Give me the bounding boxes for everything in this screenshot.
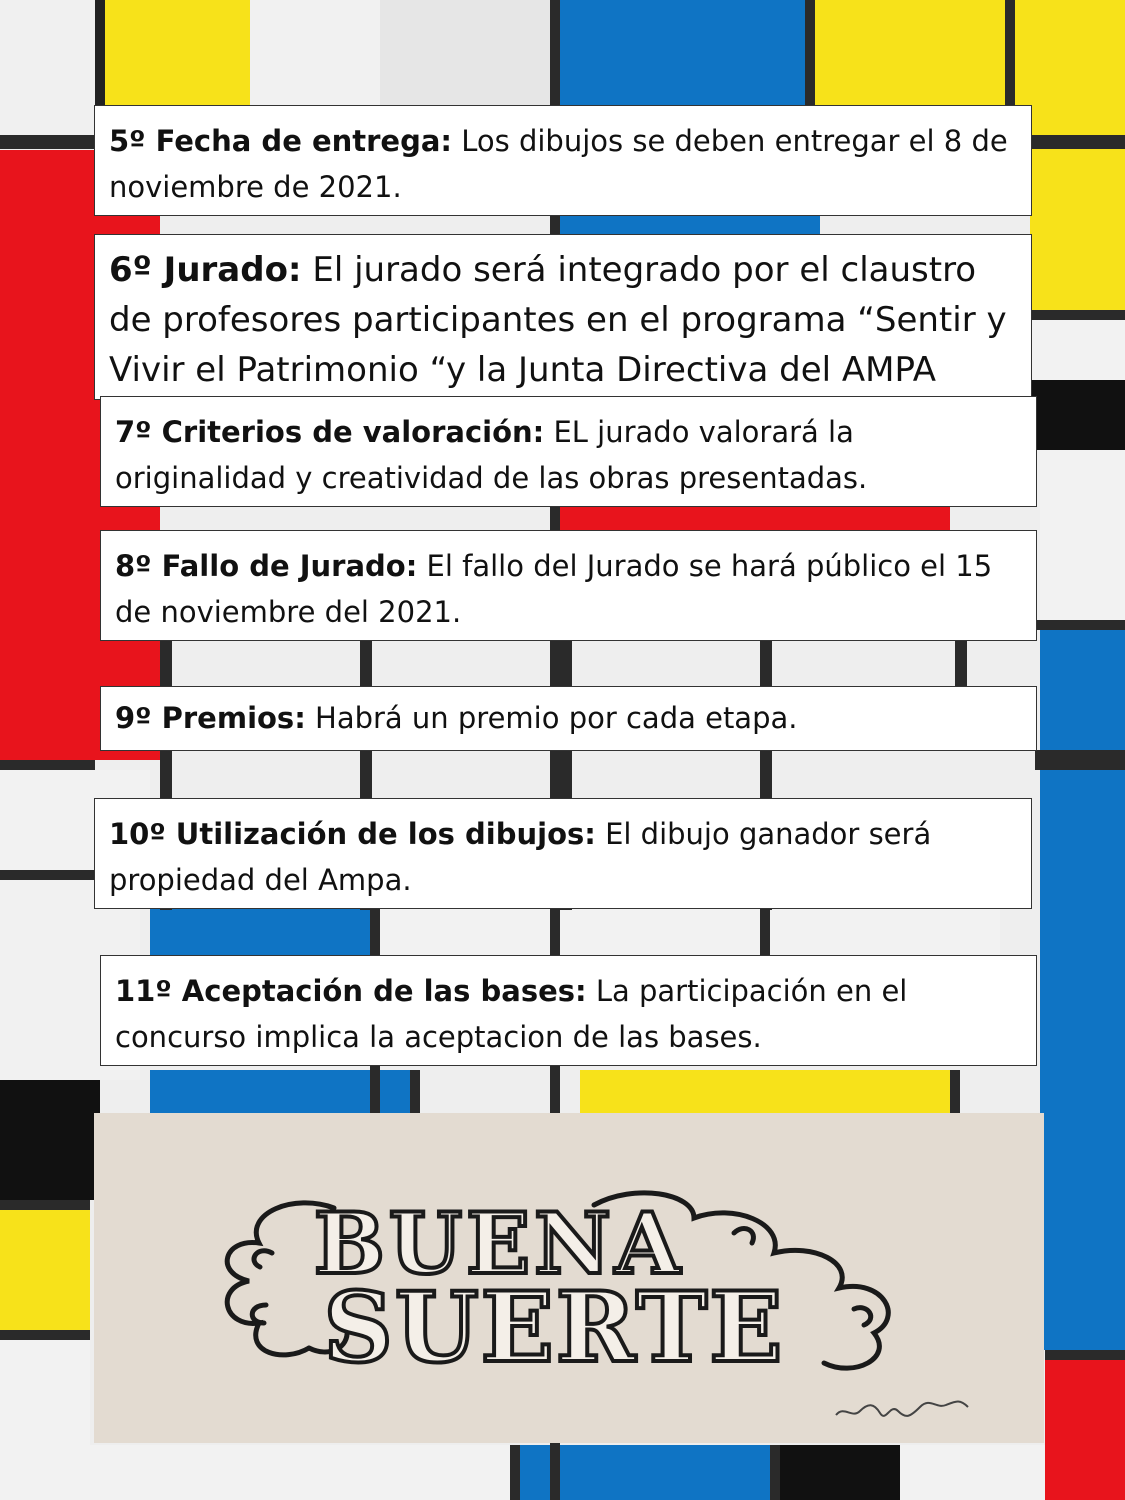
rule-5-text: Los dibujos se deben entregar el 8 de noviembre de 2021.: [109, 124, 1008, 204]
rule-8-title: 8º Fallo de Jurado:: [115, 549, 418, 583]
lettering-line-2: SUERTE: [323, 1271, 785, 1384]
rule-5-title: 5º Fecha de entrega:: [109, 124, 453, 158]
rule-9-text: Habrá un premio por cada etapa.: [305, 701, 798, 735]
rule-7-title: 7º Criterios de valoración:: [115, 415, 545, 449]
rule-8-text: El fallo del Jurado se hará público el 15 de noviembre del 2021.: [115, 549, 993, 629]
rule-9-prizes: [100, 686, 1037, 751]
rule-7-criteria: [100, 396, 1037, 507]
rule-5-delivery-date: [94, 105, 1032, 216]
rule-11-text: La participación en el concurso implica la aceptacion de las bases.: [115, 974, 908, 1054]
rule-8-verdict: [100, 530, 1037, 641]
signature-scribble: [836, 1402, 968, 1416]
rule-11-acceptance: [100, 955, 1037, 1066]
rule-9-title: 9º Premios:: [115, 701, 306, 735]
lettering-line-1: BUENA: [313, 1194, 685, 1293]
lettering-drawing: [94, 1113, 1044, 1443]
rule-10-drawing-use: [94, 798, 1032, 909]
rule-6-text: El jurado será integrado por el claustro de profesores participantes en el programa “Sentir y Vivir el Patrimonio “y la Junta Directiva del AMPA: [109, 250, 1007, 390]
rule-7-text: EL jurado valorará la originalidad y creatividad de las obras presentadas.: [115, 415, 868, 495]
buena-suerte-lettering-image: [94, 1113, 1044, 1443]
rule-6-title: 6º Jurado:: [109, 250, 302, 290]
rule-6-jury: [94, 234, 1032, 400]
rule-10-text: El dibujo ganador será propiedad del Ampa.: [109, 817, 932, 897]
rule-11-title: 11º Aceptación de las bases:: [115, 974, 587, 1008]
rule-10-title: 10º Utilización de los dibujos:: [109, 817, 596, 851]
